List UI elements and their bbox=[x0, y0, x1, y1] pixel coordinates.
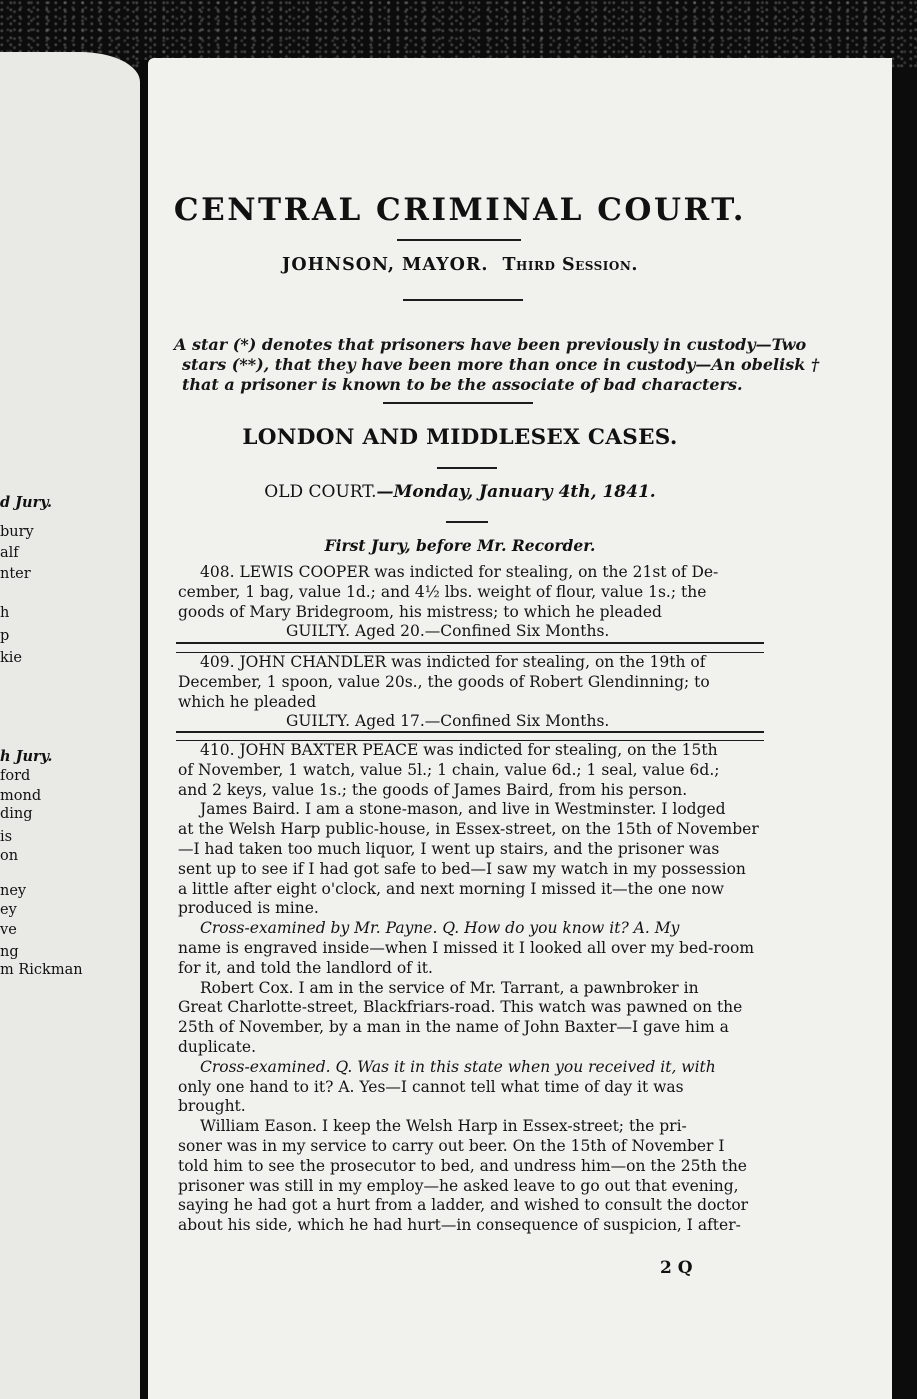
left-page bbox=[0, 52, 140, 1399]
left-fragment: ding bbox=[0, 806, 33, 822]
testimony-line: at the Welsh Harp public-house, in Essex-street, on the 15th of November bbox=[178, 820, 759, 839]
left-fragment: is bbox=[0, 829, 13, 845]
testimony-line: 25th of November, by a man in the name of John Baxter—I gave him a bbox=[178, 1018, 729, 1037]
left-fragment: on bbox=[0, 848, 19, 864]
case-line: goods of Mary Bridegroom, his mistress; to which he pleaded bbox=[178, 602, 662, 621]
left-fragment: ng bbox=[0, 944, 19, 960]
divider bbox=[437, 467, 497, 469]
legend-line: A star (*) denotes that prisoners have been previously in custody—Two bbox=[174, 335, 807, 354]
legend-line: that a prisoner is known to be the associate of bad characters. bbox=[182, 375, 743, 394]
left-fragment: bury bbox=[0, 524, 34, 540]
left-fragment: h bbox=[0, 605, 10, 621]
custody-legend bbox=[174, 335, 820, 395]
testimony-line: duplicate. bbox=[178, 1037, 256, 1056]
testimony-line: prisoner was still in my employ—he asked leave to go out that evening, bbox=[178, 1176, 739, 1195]
case-line: and 2 keys, value 1s.; the goods of James Baird, from his person. bbox=[178, 780, 688, 799]
left-fragment: kie bbox=[0, 650, 23, 666]
testimony-line: about his side, which he had hurt—in consequence of suspicion, I after- bbox=[178, 1216, 741, 1235]
verdict: GUILTY. Aged 20.—Confined Six Months. bbox=[286, 622, 610, 641]
divider bbox=[446, 521, 488, 523]
case-409 bbox=[178, 653, 766, 732]
testimony-line: brought. bbox=[178, 1097, 246, 1116]
verdict: GUILTY. Aged 17.—Confined Six Months. bbox=[286, 712, 610, 731]
testimony-line: for it, and told the landlord of it. bbox=[178, 958, 433, 977]
left-fragment: ney bbox=[0, 883, 27, 899]
testimony-line: saying he had got a hurt from a ladder, and wished to consult the doctor bbox=[178, 1196, 749, 1215]
divider bbox=[383, 402, 533, 404]
session-label: Third Session. bbox=[502, 255, 638, 275]
case-line: 409. JOHN CHANDLER was indicted for stealing, on the 19th of bbox=[200, 653, 706, 671]
left-fragment: ey bbox=[0, 902, 17, 918]
section-title: LONDON AND MIDDLESEX CASES. bbox=[242, 425, 678, 450]
left-fragment: p bbox=[0, 628, 10, 644]
left-fragment: m Rickman bbox=[0, 962, 83, 978]
testimony-line: William Eason. I keep the Welsh Harp in Essex-street; the pri- bbox=[200, 1117, 687, 1136]
case-line: 410. JOHN BAXTER PEACE was indicted for stealing, on the 15th bbox=[200, 741, 718, 759]
case-line: December, 1 spoon, value 20s., the goods of Robert Glendinning; to bbox=[178, 672, 710, 691]
testimony-line: Cross-examined. Q. Was it in this state when you received it, with bbox=[200, 1057, 716, 1076]
testimony-line: sent up to see if I had got safe to bed—I saw my watch in my possession bbox=[178, 859, 746, 878]
signature-mark: 2 Q bbox=[660, 1258, 693, 1278]
case-line: cember, 1 bag, value 1d.; and 4½ lbs. weight of flour, value 1s.; the bbox=[178, 582, 707, 601]
left-fragment: alf bbox=[0, 545, 19, 561]
case-408 bbox=[178, 563, 766, 642]
testimony-line: —I had taken too much liquor, I went up stairs, and the prisoner was bbox=[178, 839, 720, 858]
left-fragment: ve bbox=[0, 922, 17, 938]
divider bbox=[403, 299, 523, 301]
left-fragment: h Jury. bbox=[0, 748, 53, 765]
mayor-name: JOHNSON, MAYOR. bbox=[282, 255, 489, 275]
case-line: 408. LEWIS COOPER was indicted for stealing, on the 21st of De- bbox=[200, 563, 719, 581]
left-fragment: nter bbox=[0, 566, 31, 582]
divider bbox=[397, 239, 521, 241]
testimony-line: only one hand to it? A. Yes—I cannot tell what time of day it was bbox=[178, 1077, 684, 1096]
jury-heading: First Jury, before Mr. Recorder. bbox=[324, 536, 596, 555]
legend-line: stars (**), that they have been more than once in custody—An obelisk † bbox=[182, 355, 820, 374]
session-heading bbox=[158, 255, 762, 275]
left-fragment: d Jury. bbox=[0, 494, 53, 511]
testimony-line: Cross-examined by Mr. Payne. Q. How do you know it? A. My bbox=[200, 919, 680, 938]
left-fragment: ford bbox=[0, 768, 31, 784]
left-fragment: mond bbox=[0, 788, 42, 804]
court-date: —Monday, January 4th, 1841. bbox=[376, 482, 656, 502]
testimony-line: Robert Cox. I am in the service of Mr. Tarrant, a pawnbroker in bbox=[200, 978, 699, 997]
testimony-line: Great Charlotte-street, Blackfriars-road. This watch was pawned on the bbox=[178, 998, 743, 1017]
testimony-line: James Baird. I am a stone-mason, and live in Westminster. I lodged bbox=[200, 800, 726, 819]
case-separator bbox=[176, 731, 764, 733]
case-line: of November, 1 watch, value 5l.; 1 chain, value 6d.; 1 seal, value 6d.; bbox=[178, 760, 720, 779]
case-410 bbox=[178, 741, 766, 1236]
testimony-line: told him to see the prosecutor to bed, and undress him—on the 25th the bbox=[178, 1156, 747, 1175]
court-name: OLD COURT. bbox=[264, 482, 377, 502]
case-separator bbox=[176, 642, 764, 644]
court-heading bbox=[158, 482, 762, 502]
testimony-line: soner was in my service to carry out beer. On the 15th of November I bbox=[178, 1136, 725, 1155]
page-title: CENTRAL CRIMINAL COURT. bbox=[173, 192, 747, 228]
testimony-line: name is engraved inside—when I missed it I looked all over my bed-room bbox=[178, 938, 755, 957]
testimony-line: a little after eight o'clock, and next morning I missed it—the one now bbox=[178, 879, 724, 898]
testimony-line: produced is mine. bbox=[178, 899, 319, 918]
case-line: which he pleaded bbox=[178, 692, 317, 711]
